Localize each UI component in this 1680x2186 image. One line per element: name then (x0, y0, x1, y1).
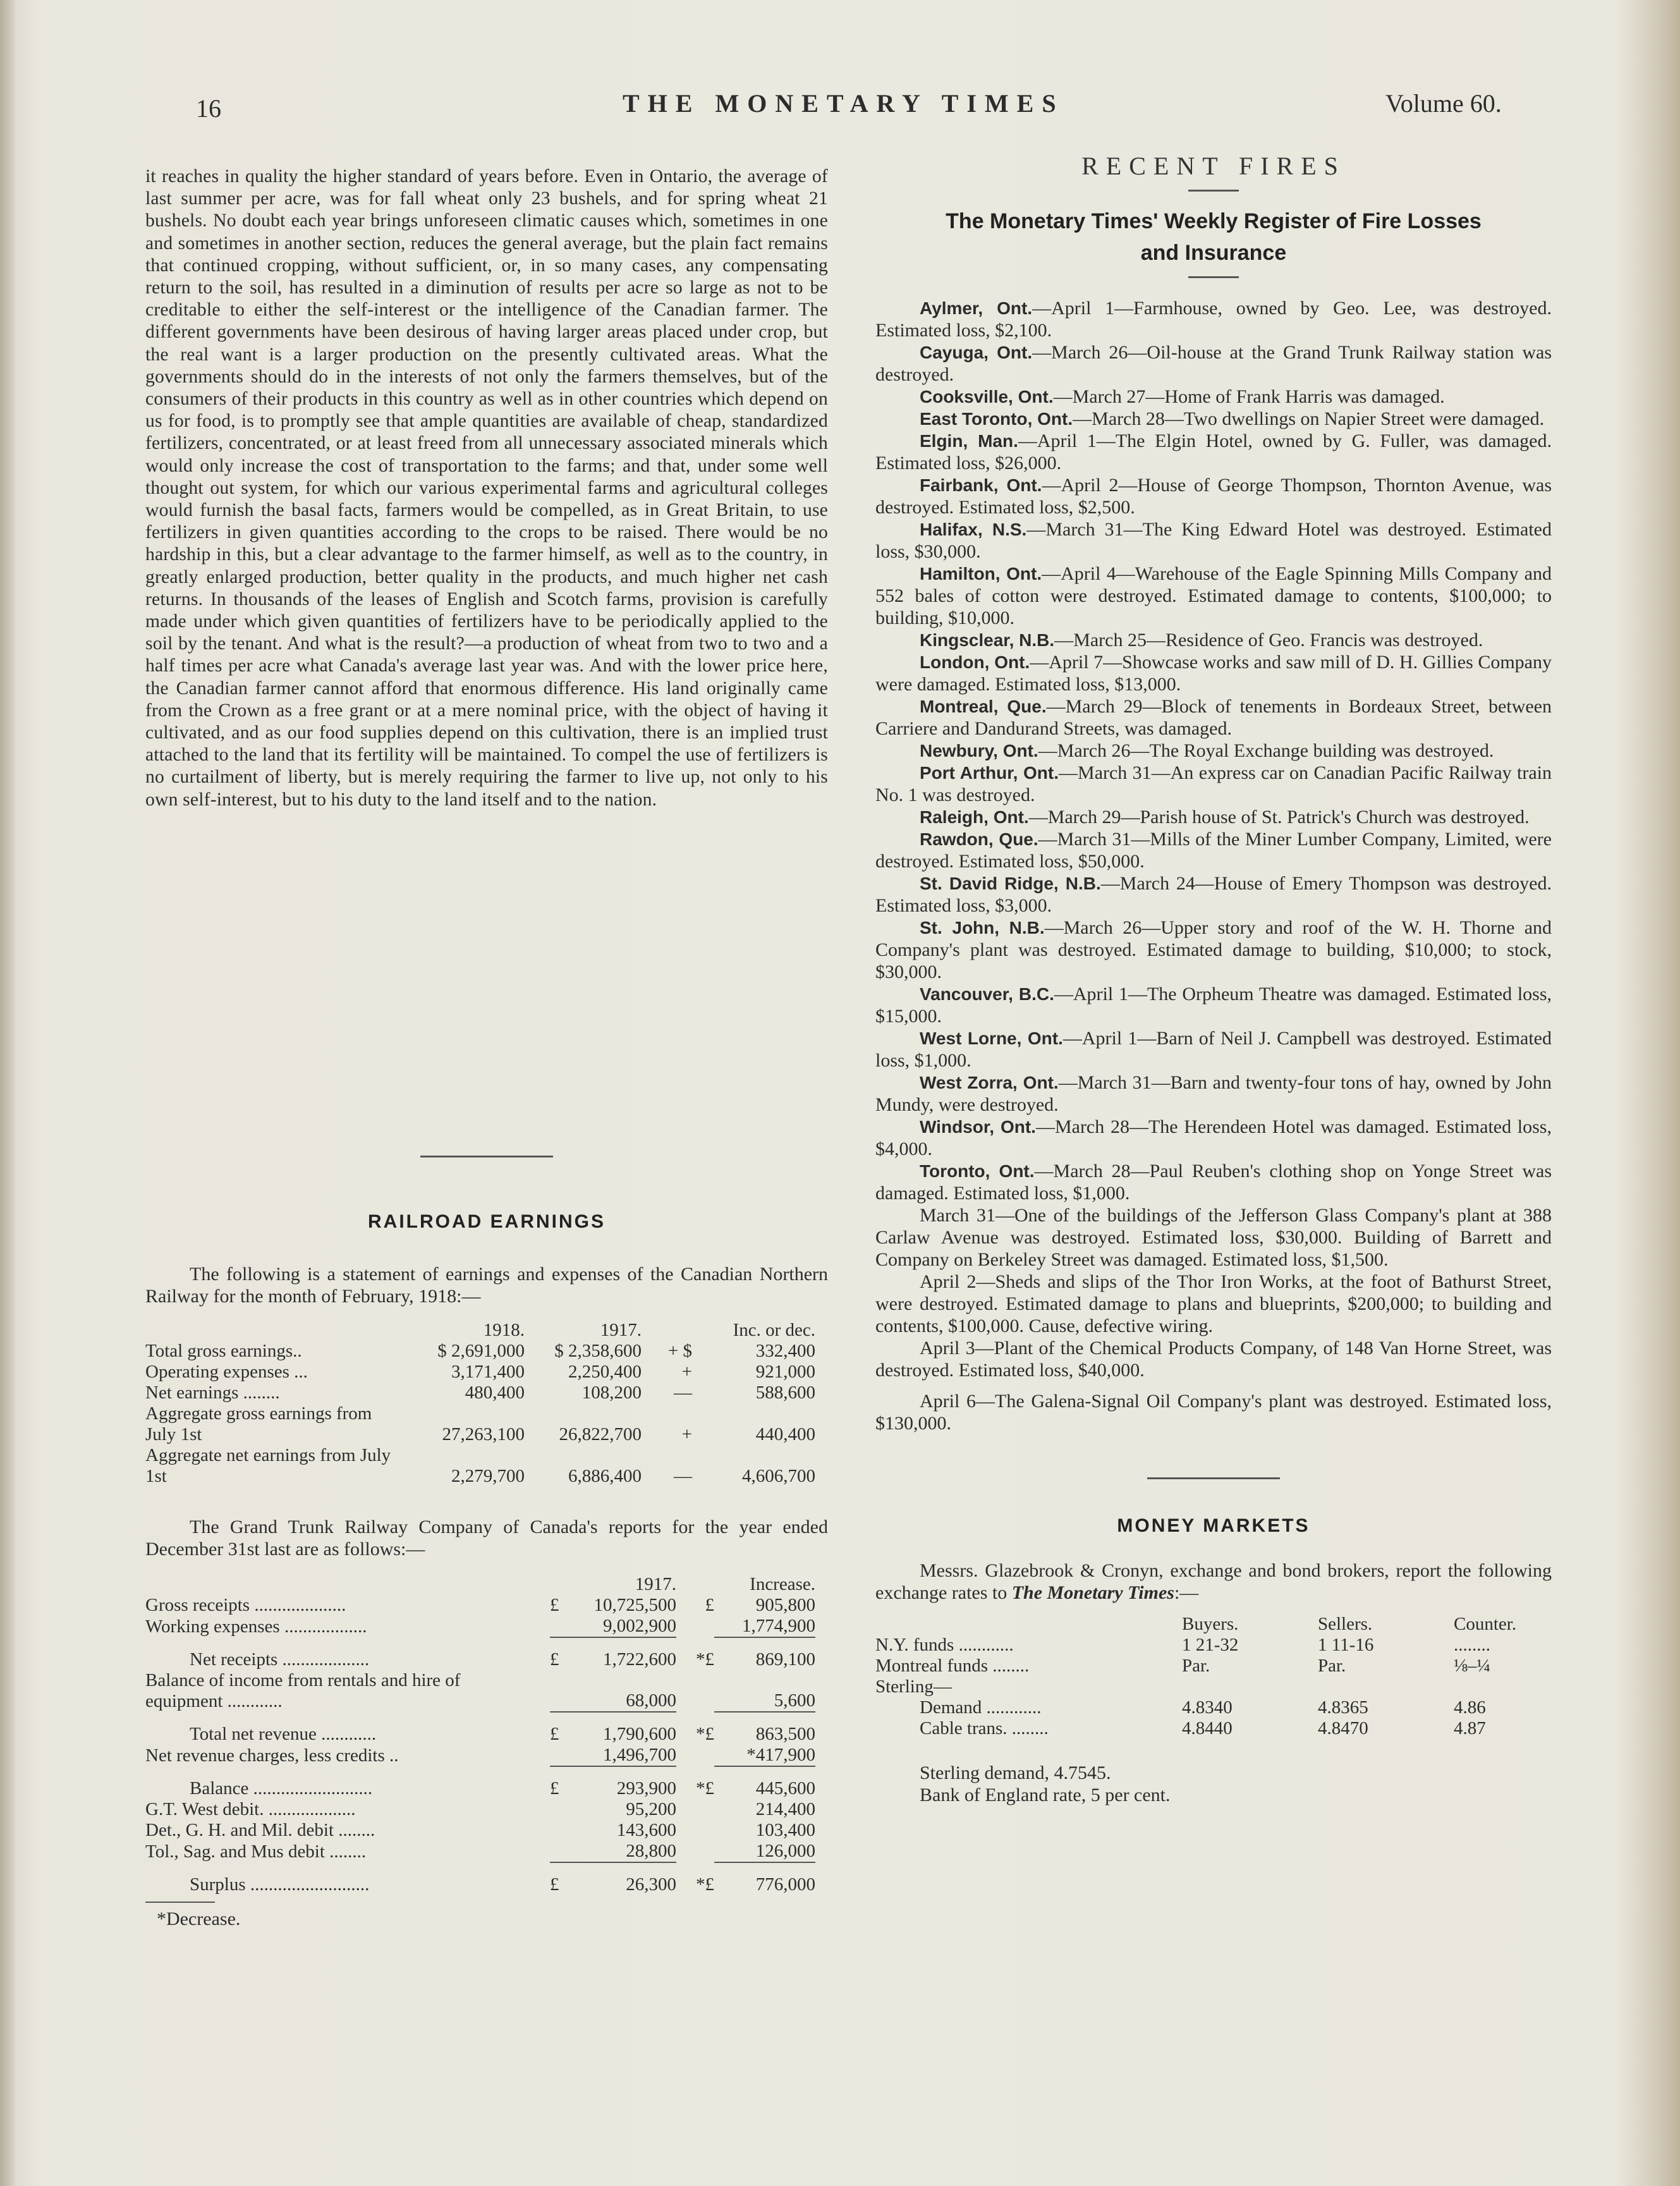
cell-sign: + (681, 1424, 692, 1444)
cell-sign: + $ (667, 1341, 692, 1361)
decrease-mark: *£ (696, 1649, 714, 1670)
table-row (145, 1341, 815, 1362)
running-header (0, 89, 1680, 126)
recent-fires-heading: RECENT FIRES (1081, 152, 1346, 180)
cell-change: 440,400 (755, 1424, 815, 1444)
cell-1917: 1,496,700 (603, 1745, 676, 1765)
cell-sellers: 4.8365 (1318, 1697, 1368, 1718)
fire-entry (875, 430, 1552, 474)
table-row (145, 1383, 815, 1403)
toronto-fire-entry: April 2—Sheds and slips of the Thor Iron Works, at the foot of Bathurst Street, were destroyed. Estimated damage to plans and blueprints, $200,000; to building and contents, $100,000. Cause, defective wiring. (875, 1271, 1552, 1336)
row-label: Balance .......................... (190, 1778, 373, 1798)
cell-counter (1454, 1676, 1545, 1697)
grand-trunk-intro: The Grand Trunk Railway Company of Canada's reports for the year ended December 31st last are as follows:— (145, 1517, 828, 1560)
footnote-rule (145, 1902, 215, 1903)
cell-increase: 103,400 (755, 1820, 815, 1840)
intro-text: Messrs. Glazebrook & Cronyn, exchange and bond brokers, report the following exchange rates to (875, 1560, 1552, 1603)
cell-sellers: Par. (1318, 1656, 1346, 1676)
fire-details: —March 31—Barn and twenty-four tons of hay, owned by John Mundy, were destroyed. (875, 1072, 1552, 1115)
cell-sign: — (674, 1383, 692, 1403)
cell-buyers: 1 21-32 (1182, 1635, 1239, 1655)
fire-entry (875, 297, 1552, 341)
table-row (875, 1635, 1545, 1656)
decrease-mark (676, 1670, 714, 1712)
left-column (145, 166, 828, 1930)
money-markets-intro (875, 1560, 1552, 1604)
bank-rate-note: Bank of England rate, 5 per cent. (920, 1785, 1171, 1805)
row-label: Demand ............ (920, 1697, 1042, 1718)
cell-1917: 26,822,700 (559, 1424, 642, 1444)
row-label: Aggregate gross earnings from July 1st (145, 1403, 372, 1444)
row-label: Surplus .......................... (190, 1874, 370, 1895)
cell-buyers: 4.8340 (1182, 1697, 1233, 1718)
fire-details: —April 1—Farmhouse, owned by Geo. Lee, was destroyed. Estimated loss, $2,100. (875, 298, 1552, 341)
table-row (145, 1616, 815, 1637)
sterling-demand-note: Sterling demand, 4.7545. (920, 1762, 1111, 1783)
section-divider (420, 1156, 553, 1157)
money-markets-heading: MONEY MARKETS (1117, 1515, 1310, 1536)
row-label: N.Y. funds ............ (875, 1635, 1014, 1655)
title-divider (1188, 190, 1239, 192)
fire-details: —April 7—Showcase works and saw mill of D. H. Gillies Company were damaged. Estimated loss, $13,000. (875, 652, 1552, 695)
fire-losses-list (875, 297, 1552, 1204)
fire-location: East Toronto, Ont. (920, 409, 1073, 429)
footnote-decrease: *Decrease. (157, 1908, 241, 1929)
fire-location: Vancouver, B.C. (920, 984, 1054, 1004)
cell-sellers (1318, 1676, 1454, 1697)
cell-counter: ........ (1454, 1635, 1490, 1655)
cell-change: 4,606,700 (742, 1466, 815, 1486)
currency-mark: £ (550, 1649, 559, 1670)
fire-entry (875, 408, 1552, 430)
canadian-northern-table (145, 1320, 815, 1487)
fire-entry (875, 1160, 1552, 1204)
fire-details: —March 26—Upper story and roof of the W. H. Thorne and Company's plant was destroyed. Estimated damage to building, $10,000; to stock, $30,000. (875, 917, 1552, 982)
cell-1917: 108,200 (581, 1383, 642, 1403)
cell-1917: 95,200 (626, 1799, 676, 1819)
fire-entry (875, 828, 1552, 872)
cell-increase: 869,100 (755, 1649, 815, 1670)
toronto-fire-entry: April 3—Plant of the Chemical Products Company, of 148 Van Horne Street, was destroyed. Estimated loss, $40,000. (875, 1338, 1552, 1381)
cell-increase: 1,774,900 (742, 1616, 815, 1636)
cell-sign: — (674, 1466, 692, 1486)
fire-details: —March 24—House of Emery Thompson was destroyed. Estimated loss, $3,000. (875, 873, 1552, 916)
table-header-row (145, 1320, 815, 1341)
fire-entry (875, 695, 1552, 740)
cell-increase: 214,400 (755, 1799, 815, 1819)
fire-entry (875, 651, 1552, 695)
col-header-sellers: Sellers. (1318, 1614, 1373, 1634)
cell-change: 332,400 (755, 1341, 815, 1361)
decrease-mark: *£ (696, 1874, 714, 1895)
cell-increase: *417,900 (746, 1745, 815, 1765)
toronto-followups (875, 1204, 1552, 1434)
table-row (145, 1820, 815, 1841)
fire-location: Windsor, Ont. (920, 1117, 1036, 1137)
journal-name: The Monetary Times (1011, 1582, 1174, 1603)
fire-entry (875, 983, 1552, 1027)
table-header-row (875, 1614, 1545, 1635)
fire-details: —March 31—Mills of the Miner Lumber Company, Limited, were destroyed. Estimated loss, $50,000. (875, 829, 1552, 872)
table-row (145, 1841, 815, 1862)
fire-entry (875, 474, 1552, 518)
fire-location: Port Arthur, Ont. (920, 763, 1059, 783)
fire-details: —March 25—Residence of Geo. Francis was destroyed. (1054, 630, 1483, 650)
cell-increase: 863,500 (755, 1724, 815, 1744)
col-header-1917: 1917. (600, 1320, 642, 1340)
col-header-inc-dec: Inc. or dec. (733, 1320, 815, 1340)
fire-entry (875, 1116, 1552, 1160)
currency-mark (550, 1820, 575, 1841)
railroad-earnings-heading: RAILROAD EARNINGS (367, 1211, 606, 1232)
fire-entry (875, 806, 1552, 828)
currency-mark: £ (550, 1724, 559, 1744)
table-row (145, 1638, 815, 1670)
decrease-mark (676, 1616, 714, 1637)
cell-counter: 4.87 (1454, 1718, 1486, 1738)
col-header-increase: Increase. (750, 1574, 815, 1594)
title-divider (1188, 276, 1239, 278)
fire-details: —April 1—Barn of Neil J. Campbell was destroyed. Estimated loss, $1,000. (875, 1028, 1552, 1071)
row-label: Cable trans. ........ (920, 1718, 1049, 1738)
table-row (875, 1718, 1545, 1739)
section-divider (1147, 1477, 1280, 1479)
row-label: Gross receipts .................... (145, 1595, 346, 1615)
fire-entry (875, 1027, 1552, 1072)
cell-1917: 2,250,400 (568, 1362, 642, 1382)
cell-buyers: 4.8440 (1182, 1718, 1233, 1738)
cell-increase: 905,800 (755, 1595, 815, 1615)
table-header-row (145, 1574, 815, 1595)
fire-location: West Lorne, Ont. (920, 1029, 1063, 1048)
fire-details: —March 27—Home of Frank Harris was damaged. (1053, 386, 1445, 407)
fire-details: —March 28—Paul Reuben's clothing shop on Yonge Street was damaged. Estimated loss, $1,000. (875, 1161, 1552, 1204)
fire-location: Aylmer, Ont. (920, 298, 1033, 318)
cell-increase: 5,600 (774, 1690, 815, 1711)
cell-1917: 143,600 (616, 1820, 676, 1840)
journal-title: THE MONETARY TIMES (623, 89, 1064, 118)
fire-entry (875, 1072, 1552, 1116)
fire-details: —March 26—The Royal Exchange building was destroyed. (1038, 740, 1494, 761)
table-row (145, 1767, 815, 1799)
cell-1917: 10,725,500 (593, 1595, 676, 1615)
table-row (145, 1863, 815, 1895)
decrease-mark (676, 1799, 714, 1820)
cell-1918: 27,263,100 (442, 1424, 525, 1444)
row-label: Net receipts ................... (190, 1649, 370, 1670)
decrease-mark (676, 1745, 714, 1766)
row-label: Net revenue charges, less credits .. (145, 1745, 399, 1766)
book-spine-shadow (0, 0, 15, 2186)
row-label: Operating expenses ... (145, 1362, 308, 1382)
table-row (145, 1403, 815, 1445)
decrease-mark (676, 1820, 714, 1841)
intro-end: :— (1174, 1582, 1199, 1603)
fire-entry (875, 341, 1552, 386)
fire-location: Fairbank, Ont. (920, 475, 1042, 495)
fire-location: St. David Ridge, N.B. (920, 874, 1101, 893)
row-label: Montreal funds ........ (875, 1656, 1030, 1676)
row-label: Total gross earnings.. (145, 1341, 302, 1361)
row-label: Tol., Sag. and Mus debit ........ (145, 1841, 367, 1862)
fire-details: —March 29—Block of tenements in Bordeaux Street, between Carriere and Dandurand Streets, was damaged. (875, 696, 1552, 739)
col-header-1918: 1918. (483, 1320, 525, 1340)
fire-location: Elgin, Man. (920, 431, 1018, 451)
table-row (875, 1697, 1545, 1718)
cell-1918: 2,279,700 (451, 1466, 525, 1486)
cell-1917: 9,002,900 (603, 1616, 676, 1636)
fire-details: —April 2—House of George Thompson, Thornton Avenue, was destroyed. Estimated loss, $2,500. (875, 475, 1552, 518)
fire-details: —March 31—An express car on Canadian Pacific Railway train No. 1 was destroyed. (875, 762, 1552, 805)
fire-details: —March 29—Parish house of St. Patrick's Church was destroyed. (1028, 807, 1530, 827)
cell-change: 588,600 (755, 1383, 815, 1403)
table-row (145, 1799, 815, 1820)
fire-entry (875, 563, 1552, 629)
cell-sellers: 4.8470 (1318, 1718, 1368, 1738)
fire-entry (875, 872, 1552, 917)
currency-mark (550, 1616, 575, 1637)
volume-label: Volume 60. (1385, 89, 1502, 118)
currency-mark (550, 1745, 575, 1766)
fire-details: —March 26—Oil-house at the Grand Trunk Railway station was destroyed. (875, 342, 1552, 385)
fire-details: —April 1—The Orpheum Theatre was damaged. Estimated loss, $15,000. (875, 984, 1552, 1027)
row-label: Sterling— (875, 1676, 952, 1697)
row-label: Aggregate net earnings from July 1st (145, 1445, 391, 1486)
cell-increase: 776,000 (755, 1874, 815, 1895)
cell-1917: $ 2,358,600 (554, 1341, 642, 1361)
toronto-fire-entry: March 31—One of the buildings of the Jefferson Glass Company's plant at 388 Carlaw Avenue was destroyed. Estimated loss, $30,000. Building of Barrett and Company on Berkeley Street was damaged. Estimated loss, $1,500. (875, 1205, 1552, 1270)
fire-location: Cooksville, Ont. (920, 387, 1054, 406)
table-row (875, 1656, 1545, 1676)
currency-mark: £ (550, 1595, 559, 1615)
exchange-rates-table (875, 1614, 1545, 1739)
currency-mark: £ (550, 1874, 559, 1895)
col-header-buyers: Buyers. (1182, 1614, 1239, 1634)
fire-details: —March 28—The Herendeen Hotel was damaged. Estimated loss, $4,000. (875, 1116, 1552, 1159)
row-label: G.T. West debit. ................... (145, 1799, 356, 1819)
table-row (145, 1713, 815, 1745)
fire-entry (875, 518, 1552, 563)
fire-entry (875, 629, 1552, 651)
fire-details: —March 28—Two dwellings on Napier Street were damaged. (1073, 408, 1545, 429)
cell-1918: 3,171,400 (451, 1362, 525, 1382)
table-row (145, 1445, 815, 1487)
row-label: Balance of income from rentals and hire of equipment ............ (145, 1670, 461, 1711)
fire-location: St. John, N.B. (920, 918, 1045, 937)
table-row (875, 1676, 1545, 1697)
register-title-line1: The Monetary Times' Weekly Register of Fire Losses (946, 209, 1482, 233)
fire-details: —March 31—The King Edward Hotel was destroyed. Estimated loss, $30,000. (875, 519, 1552, 562)
fire-location: Kingsclear, N.B. (920, 630, 1055, 650)
cell-1918: 480,400 (465, 1383, 525, 1403)
fire-entry (875, 386, 1552, 408)
cell-sellers: 1 11-16 (1318, 1635, 1374, 1655)
cell-1917: 1,790,600 (603, 1724, 676, 1744)
cell-1917: 68,000 (626, 1690, 676, 1711)
currency-mark (550, 1799, 575, 1820)
fire-location: Cayuga, Ont. (920, 343, 1033, 362)
col-header-counter: Counter. (1454, 1614, 1517, 1634)
col-header-1917: 1917. (635, 1574, 676, 1594)
essay-continuation: it reaches in quality the higher standard of years before. Even in Ontario, the average of last summer per acre, was for fall wheat only 23 bushels, and for spring wheat 21 bushels. No doubt each year brings unforeseen climatic causes which, sometimes in one and sometimes in another section, reduces the general average, but the plain fact remains that continued cropping, without sufficient, or, in so many cases, any compensating return to the soil, has resulted in a diminution of results per acre so large as not to be creditable to either the self-interest or the intelligence of the Canadian farmer. The different governments have been desirous of having larger areas placed under crop, but the real want is a larger production on the presently cultivated areas. What the governments should do in the interests of not only the farmers themselves, but of the consumers of their products in this country as well as in other countries which depend on us for food, is to promptly see that ample quantities are available of cheap, standardized fertilizers, concentrated, or at least freed from all unnecessary associated minerals which would only increase the cost of transportation to the farms; and that, under some well thought out system, for which our various experimental farms and agricultural colleges would furnish the basal facts, farmers would be compelled, as in Great Britain, to use fertilizers in given quantities according to the crops to be raised. There would be no hardship in this, but a clear advantage to the farmer himself, as well as to the country, in greatly enlarged production, better quality in the products, and much higher net cash returns. In thousands of the leases of English and Scotch farms, provision is carefully made under which given quantities of fertilizers have to be periodically applied to the soil by the tenant. And what is the result?—a production of wheat from two to two and a half times per acre what Canada's average last year was. And with the lower price here, the Canadian farmer cannot afford that enormous difference. His land originally came from the Crown as a free grant or at a mere nominal price, with the object of having it cultivated, and as our food supplies depend on this cultivation, there is an implied trust attached to the land that its fertility will be maintained. To compel the use of fertilizers is no curtailment of liberty, but is merely requiring the farmer to live up, not only to his own self-interest, but to his duty to the land itself and to the nation. (145, 166, 828, 810)
fire-location: Montreal, Que. (920, 697, 1047, 716)
fire-location: Hamilton, Ont. (920, 564, 1042, 583)
decrease-mark: *£ (696, 1724, 714, 1744)
currency-mark: £ (550, 1778, 559, 1798)
row-label: Net earnings ........ (145, 1383, 280, 1403)
fire-entry (875, 740, 1552, 762)
fire-location: Rawdon, Que. (920, 829, 1038, 849)
cell-1917: 28,800 (626, 1841, 676, 1861)
cell-buyers: Par. (1182, 1656, 1210, 1676)
cell-sign: + (681, 1362, 692, 1382)
fire-location: Halifax, N.S. (920, 520, 1027, 539)
table-row (145, 1595, 815, 1616)
cell-buyers (1182, 1676, 1318, 1697)
cell-1917: 1,722,600 (603, 1649, 676, 1670)
row-label: Det., G. H. and Mil. debit ........ (145, 1820, 375, 1840)
fire-location: Newbury, Ont. (920, 741, 1038, 760)
table-row (145, 1362, 815, 1383)
table-row (145, 1745, 815, 1766)
toronto-fire-entry: April 6—The Galena-Signal Oil Company's plant was destroyed. Estimated loss, $130,000. (875, 1391, 1552, 1434)
fire-entry (875, 917, 1552, 983)
register-title-line2: and Insurance (1140, 241, 1287, 265)
decrease-mark (676, 1841, 714, 1862)
fire-location: West Zorra, Ont. (920, 1073, 1059, 1092)
fire-details: —April 1—The Elgin Hotel, owned by G. Fuller, was damaged. Estimated loss, $26,000. (875, 430, 1552, 473)
cell-1917: 26,300 (626, 1874, 676, 1895)
fire-location: Toronto, Ont. (920, 1161, 1035, 1181)
fire-location: Raleigh, Ont. (920, 807, 1029, 827)
currency-mark (550, 1670, 575, 1712)
right-column (875, 152, 1552, 1806)
cell-increase: 445,600 (755, 1778, 815, 1798)
fire-entry (875, 762, 1552, 806)
currency-mark (550, 1841, 575, 1862)
cell-counter: ⅛–¼ (1454, 1656, 1490, 1676)
table-row (145, 1670, 815, 1712)
page-number: 16 (196, 94, 221, 123)
decrease-mark: £ (705, 1595, 714, 1615)
cell-1918: $ 2,691,000 (437, 1341, 525, 1361)
cell-counter: 4.86 (1454, 1697, 1486, 1718)
cell-change: 921,000 (755, 1362, 815, 1382)
row-label: Working expenses .................. (145, 1616, 367, 1637)
grand-trunk-table (145, 1574, 815, 1895)
cell-increase: 126,000 (755, 1841, 815, 1861)
row-label: Total net revenue ............ (190, 1724, 377, 1744)
railroad-intro: The following is a statement of earnings and expenses of the Canadian Northern Railway for the month of February, 1918:— (145, 1264, 828, 1307)
decrease-mark: *£ (696, 1778, 714, 1798)
cell-1917: 293,900 (616, 1778, 676, 1798)
fire-details: —April 4—Warehouse of the Eagle Spinning Mills Company and 552 bales of cotton were destroyed. Estimated damage to contents, $100,000; to building, $10,000. (875, 563, 1552, 628)
fire-location: London, Ont. (920, 652, 1030, 672)
cell-1917: 6,886,400 (568, 1466, 642, 1486)
